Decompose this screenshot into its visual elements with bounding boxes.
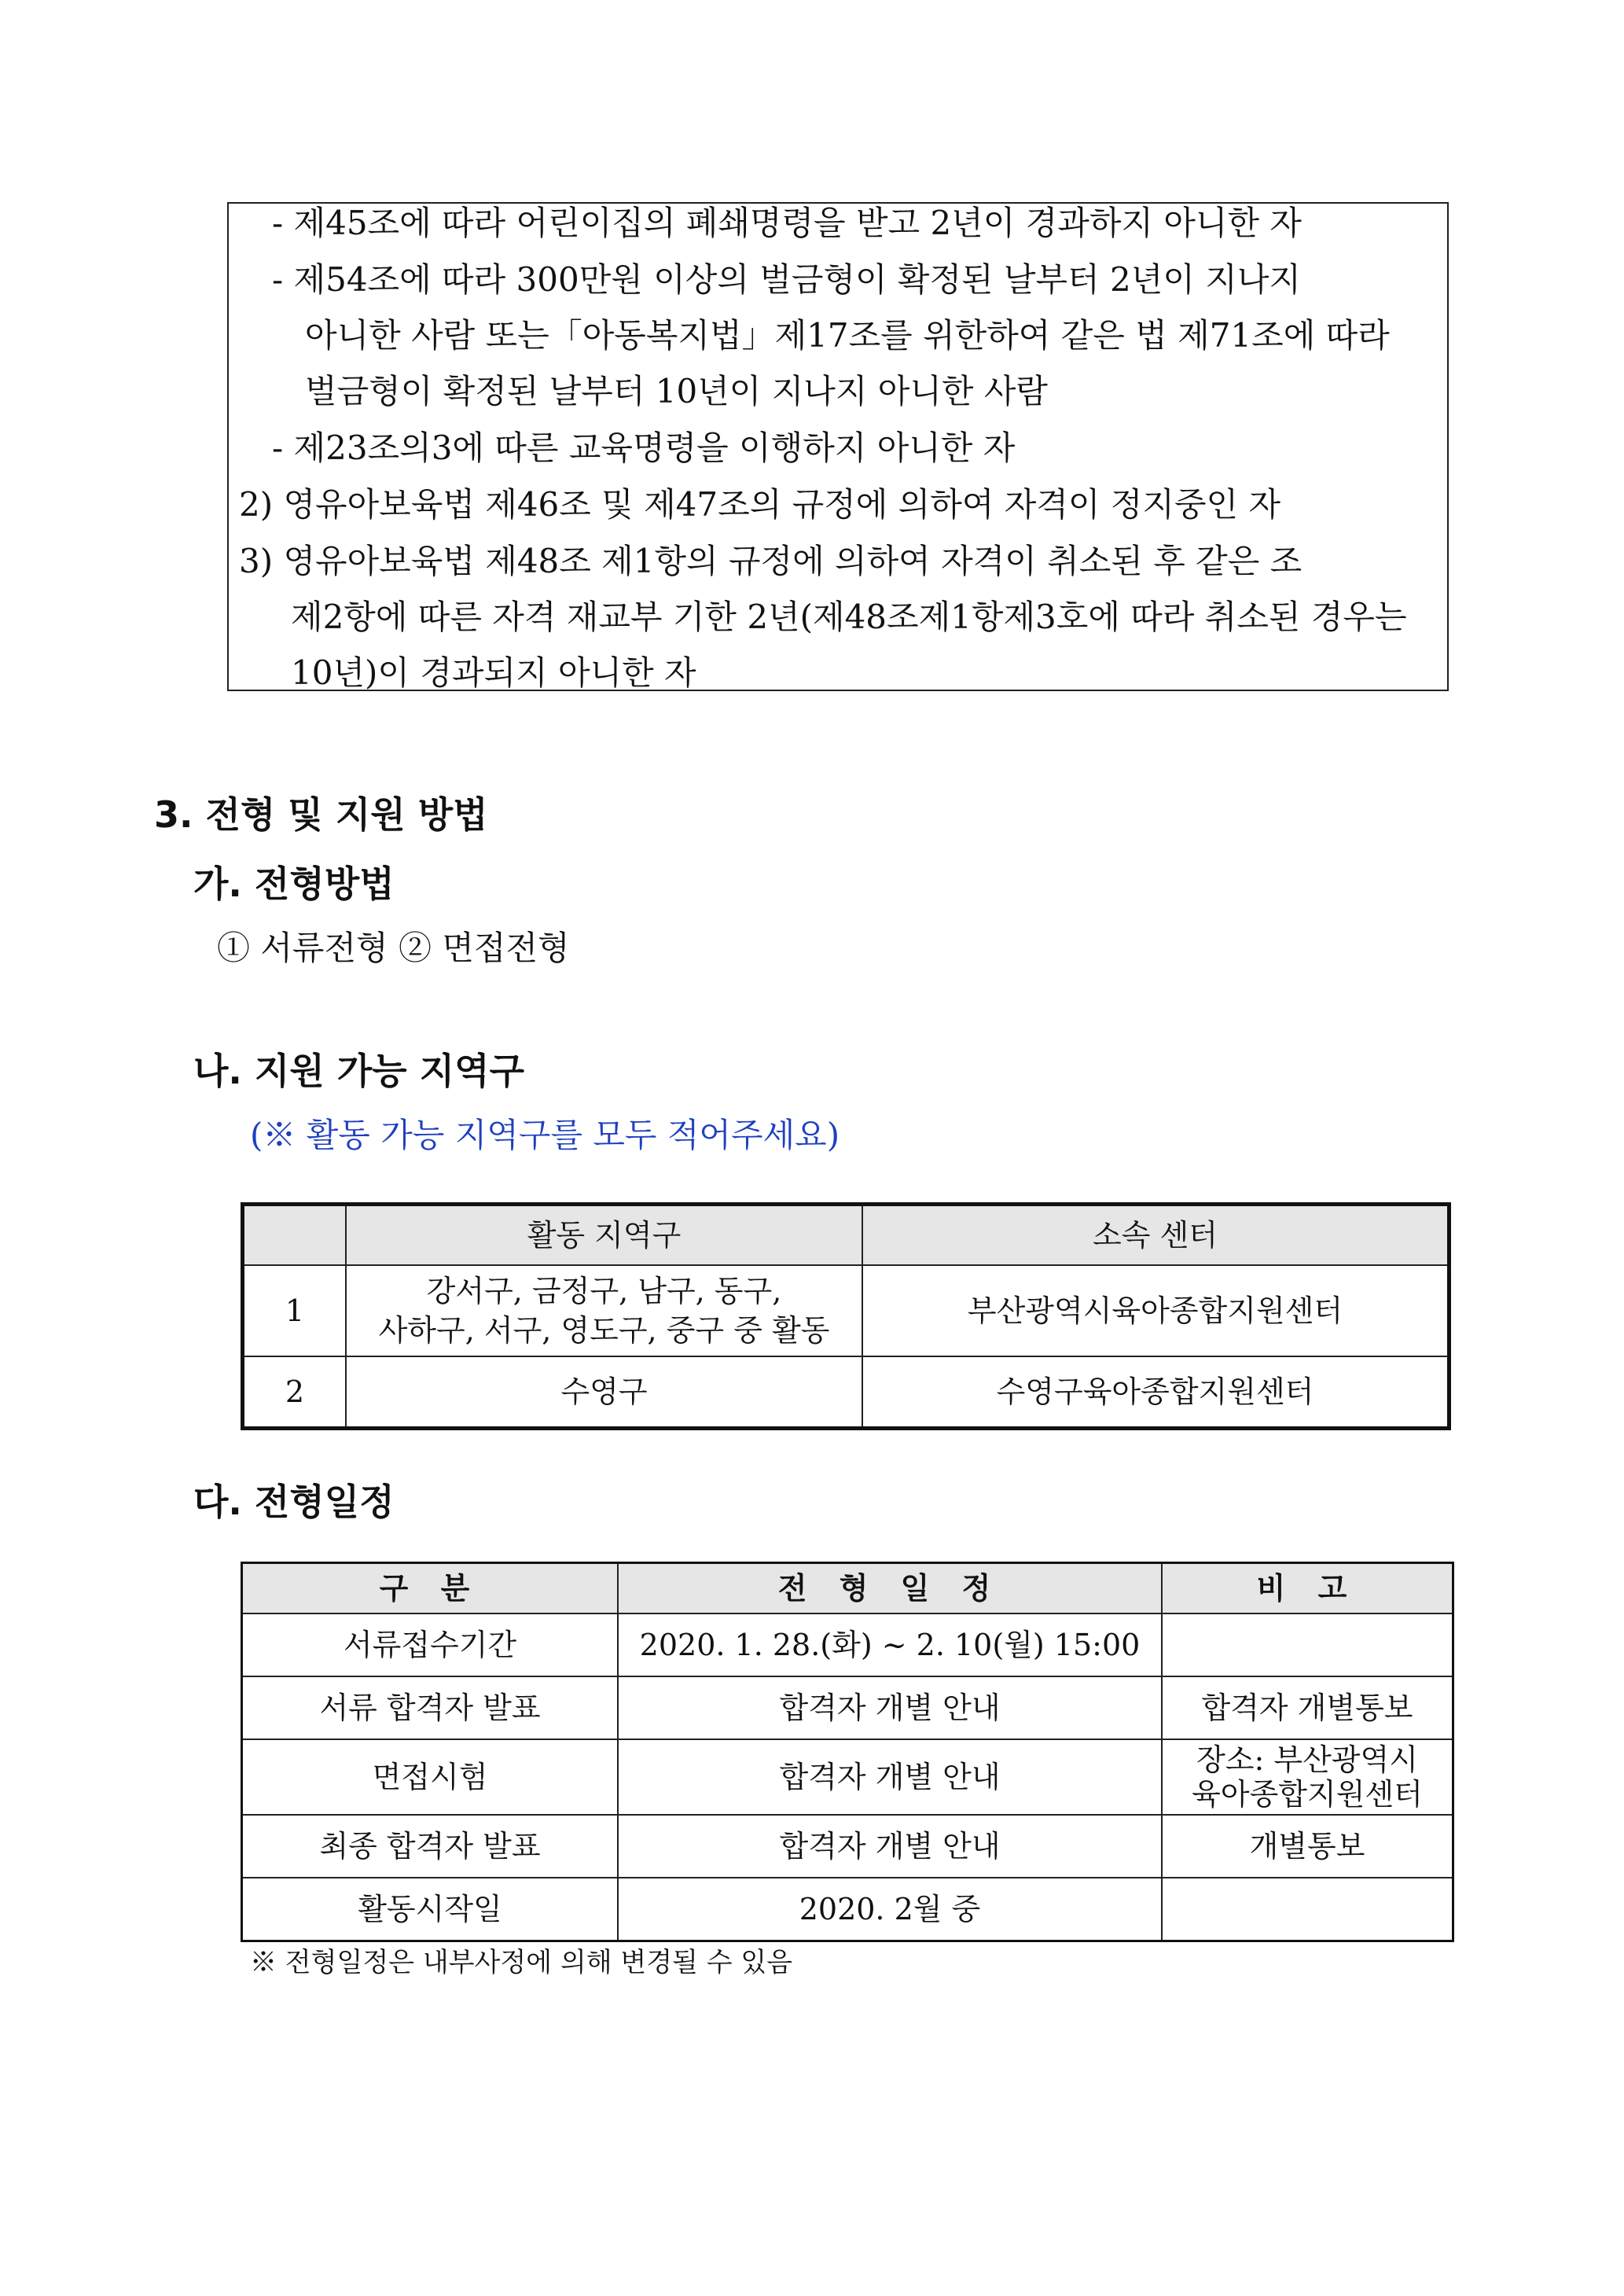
schedule-footnote: ※ 전형일정은 내부사정에 의해 변경될 수 있음 bbox=[250, 1947, 793, 1978]
row-category: 면접시험 bbox=[242, 1739, 619, 1815]
row-district: 수영구 bbox=[346, 1356, 862, 1429]
row-schedule: 합격자 개별 안내 bbox=[618, 1676, 1162, 1739]
section-c-title: 다. 전형일정 bbox=[193, 1481, 395, 1523]
row-schedule: 합격자 개별 안내 bbox=[618, 1739, 1162, 1815]
header-district: 활동 지역구 bbox=[346, 1205, 862, 1266]
table-row bbox=[242, 1878, 1453, 1941]
box-line-5: - 제23조의3에 따른 교육명령을 이행하지 아니한 자 bbox=[272, 429, 1016, 467]
box-line-4: 벌금형이 확정된 날부터 10년이 지나지 아니한 사람 bbox=[305, 372, 1048, 410]
box-line-9: 10년)이 경과되지 아니한 자 bbox=[291, 653, 696, 692]
remark-line-1: 장소: 부산광역시 bbox=[1196, 1742, 1418, 1777]
box-line-2: - 제54조에 따라 300만원 이상의 벌금형이 확정된 날부터 2년이 지나지 bbox=[272, 260, 1301, 299]
header-category: 구 분 bbox=[242, 1563, 619, 1614]
table-row bbox=[242, 1676, 1453, 1739]
table-row bbox=[243, 1265, 1449, 1356]
row-remark bbox=[1162, 1613, 1453, 1676]
section-3-title: 3. 전형 및 지원 방법 bbox=[154, 793, 488, 836]
selection-methods: ① 서류전형 ② 면접전형 bbox=[217, 929, 570, 967]
table-row bbox=[242, 1739, 1453, 1815]
schedule-table bbox=[241, 1562, 1454, 1942]
row-category: 최종 합격자 발표 bbox=[242, 1815, 619, 1878]
table-header-row bbox=[243, 1205, 1449, 1266]
table-row bbox=[242, 1815, 1453, 1878]
district-line-2: 사하구, 서구, 영도구, 중구 중 활동 bbox=[378, 1313, 830, 1348]
row-category: 활동시작일 bbox=[242, 1878, 619, 1941]
table-row bbox=[242, 1613, 1453, 1676]
row-category: 서류접수기간 bbox=[242, 1613, 619, 1676]
header-schedule: 전 형 일 정 bbox=[618, 1563, 1162, 1614]
row-center: 부산광역시육아종합지원센터 bbox=[862, 1265, 1449, 1356]
row-schedule: 합격자 개별 안내 bbox=[618, 1815, 1162, 1878]
row-center: 수영구육아종합지원센터 bbox=[862, 1356, 1449, 1429]
box-line-8: 제2항에 따른 자격 재교부 기한 2년(제48조제1항제3호에 따라 취소된 경우는 bbox=[291, 598, 1407, 636]
box-line-6: 2) 영유아보육법 제46조 및 제47조의 규정에 의하여 자격이 정지중인 자 bbox=[239, 485, 1281, 524]
box-line-1: - 제45조에 따라 어린이집의 폐쇄명령을 받고 2년이 경과하지 아니한 자 bbox=[272, 204, 1302, 242]
section-b-title: 나. 지원 가능 지역구 bbox=[193, 1050, 525, 1092]
region-note: (※ 활동 가능 지역구를 모두 적어주세요) bbox=[250, 1116, 840, 1154]
header-center: 소속 센터 bbox=[862, 1205, 1449, 1266]
row-remark: 개별통보 bbox=[1162, 1815, 1453, 1878]
row-category: 서류 합격자 발표 bbox=[242, 1676, 619, 1739]
row-remark: 합격자 개별통보 bbox=[1162, 1676, 1453, 1739]
row-remark bbox=[1162, 1878, 1453, 1941]
table-header-row bbox=[242, 1563, 1453, 1614]
row-remark bbox=[1162, 1739, 1453, 1815]
row-no: 1 bbox=[243, 1265, 347, 1356]
remark-line-2: 육아종합지원센터 bbox=[1192, 1777, 1423, 1812]
header-no bbox=[243, 1205, 347, 1266]
box-line-3: 아니한 사람 또는「아동복지법」제17조를 위한하여 같은 법 제71조에 따라 bbox=[305, 316, 1390, 355]
region-table bbox=[241, 1202, 1451, 1430]
box-line-7: 3) 영유아보육법 제48조 제1항의 규정에 의하여 자격이 취소된 후 같은 조 bbox=[239, 542, 1303, 580]
row-schedule: 2020. 1. 28.(화) ~ 2. 10(월) 15:00 bbox=[618, 1613, 1162, 1676]
district-line-1: 강서구, 금정구, 남구, 동구, bbox=[426, 1274, 782, 1308]
table-row bbox=[243, 1356, 1449, 1429]
row-schedule: 2020. 2월 중 bbox=[618, 1878, 1162, 1941]
header-remark: 비 고 bbox=[1162, 1563, 1453, 1614]
row-no: 2 bbox=[243, 1356, 347, 1429]
row-district bbox=[346, 1265, 862, 1356]
section-a-title: 가. 전형방법 bbox=[193, 863, 395, 905]
